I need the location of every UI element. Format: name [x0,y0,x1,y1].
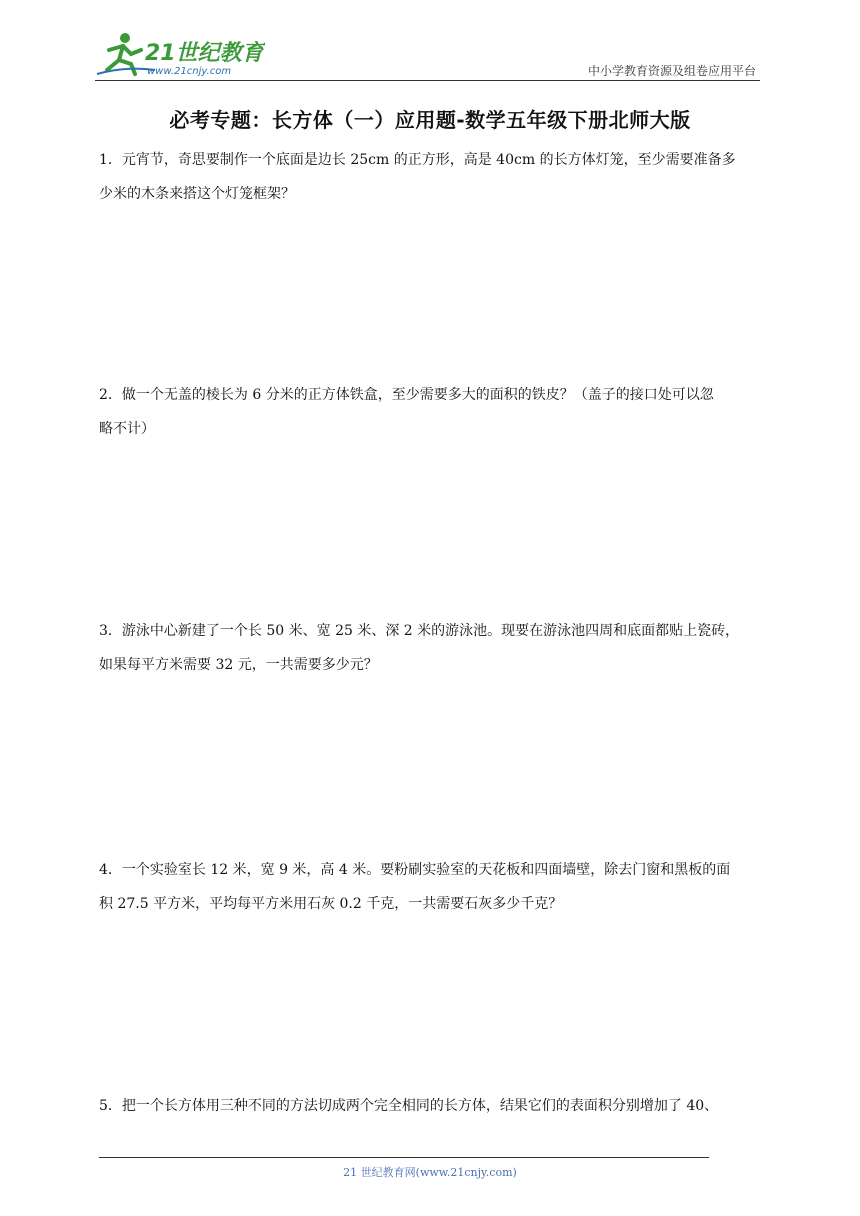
question-line: 5．把一个长方体用三种不同的方法切成两个完全相同的长方体，结果它们的表面积分别增加了 40、 [99,1098,719,1114]
runner-logo-icon [95,30,265,78]
question-line: 略不计） [99,421,155,437]
question-line: 4．一个实验室长 12 米，宽 9 米，高 4 米。要粉刷实验室的天花板和四面墙壁，除去门窗和黑板的面 [99,862,731,878]
platform-name: 中小学教育资源及组卷应用平台 [587,64,756,78]
question-2 [99,378,764,446]
logo-text: 21世纪教育 [145,41,264,66]
logo-url: www.21cnjy.com [147,66,232,77]
header-divider [95,80,760,81]
page-header [95,30,760,82]
question-3 [99,614,764,682]
page-title: 必考专题：长方体（一）应用题-数学五年级下册北师大版 [169,108,691,132]
question-4 [99,853,764,921]
question-line: 2．做一个无盖的棱长为 6 分米的正方体铁盒，至少需要多大的面积的铁皮？（盖子的接口处可以忽 [99,387,714,403]
logo [95,30,265,78]
question-line: 3．游泳中心新建了一个长 50 米、宽 25 米、深 2 米的游泳池。现要在游泳池四周和底面都贴上瓷砖， [99,623,740,639]
question-5 [99,1089,764,1123]
question-1 [99,143,764,211]
question-line: 积 27.5 平方米，平均每平方米用石灰 0.2 千克，一共需要石灰多少千克？ [99,896,563,912]
question-line: 少米的木条来搭这个灯笼框架？ [99,186,295,202]
footer-link[interactable]: 21 世纪教育网(www.21cnjy.com) [343,1166,517,1179]
footer-divider [99,1157,709,1158]
question-line: 1．元宵节，奇思要制作一个底面是边长 25cm 的正方形，高是 40cm 的长方体灯笼，至少需要准备多 [99,152,736,168]
question-line: 如果每平方米需要 32 元，一共需要多少元？ [99,657,378,673]
